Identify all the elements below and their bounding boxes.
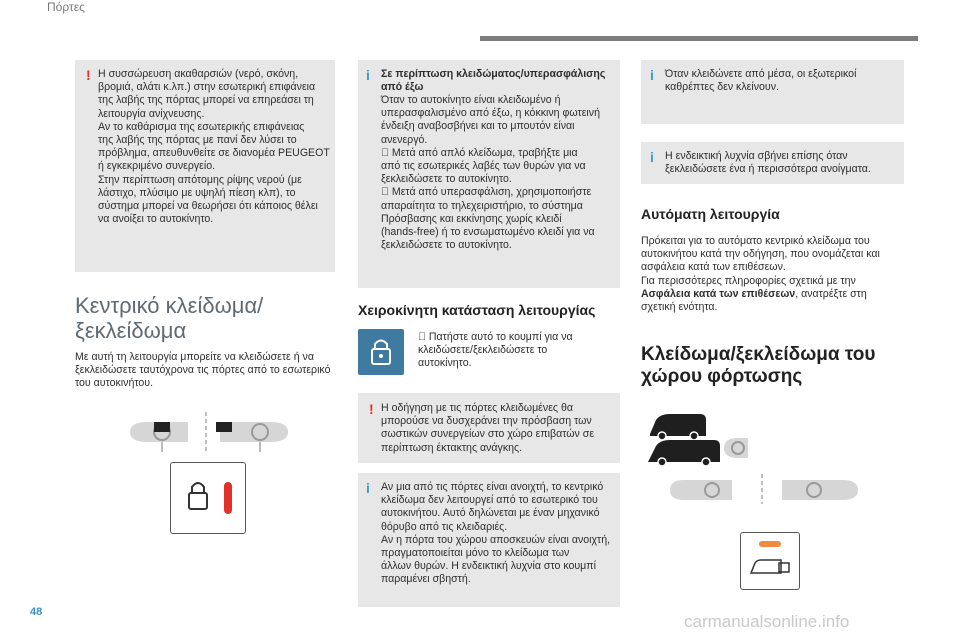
section-title-central-locking: Κεντρικό κλείδωμα/ ξεκλείδωμα: [75, 293, 264, 343]
manual-lock-button: [358, 329, 404, 375]
section-title-manual-mode: Χειροκίνητη κατάσταση λειτουργίας: [358, 302, 596, 318]
padlock-icon: [358, 329, 404, 375]
central-lock-button: [170, 462, 246, 534]
warning-icon: !: [86, 67, 91, 83]
anti-attack-link-text: Ασφάλεια κατά των επιθέσεων: [641, 287, 796, 300]
info-icon: i: [650, 149, 654, 165]
info-title-external-lock: Σε περίπτωση κλειδώματος/υπερασφάλισης από έξω: [381, 68, 606, 94]
padlock-icon: [171, 463, 245, 533]
cargo-lock-button: [740, 532, 800, 590]
automatic-mode-text: [641, 235, 903, 314]
van-padlock-icon: [741, 533, 799, 589]
info-text-indicator-light: Η ενδεικτική λυχνία σβήνει επίσης όταν ξεκλειδώσετε ένα ή περισσότερα ανοίγματα.: [665, 150, 871, 176]
manual-mode-instruction: Πατήστε αυτό το κουμπί για να κλειδώσετε/ξεκλειδώσετε το αυτοκίνητο.: [418, 331, 562, 370]
info-icon: i: [366, 67, 370, 83]
page-number: 48: [30, 606, 43, 618]
warning-icon: !: [369, 401, 374, 417]
automatic-mode-tail: , ανατρέξτε στη σχετική ενότητα.: [641, 287, 867, 314]
warning-text-driving-locked: Η οδήγηση με τις πόρτες κλειδωμένες θα μπορούσε να δυσχεράνει την πρόσβαση των σωστικών συνεργείων στο χώρο επιβατών σε περίπτωση έκτακτης ανάγκης.: [381, 402, 595, 454]
van-illustrations: [642, 404, 910, 504]
info-text-mirrors: Όταν κλειδώνετε από μέσα, οι εξωτερικοί καθρέπτες δεν κλείνουν.: [665, 68, 857, 94]
info-text-external-lock: Όταν το αυτοκίνητο είναι κλειδωμένο ή υπερασφαλισμένο από έξω, η κόκκινη φωτεινή ένδειξη αναβοσβήνει και το μπουτόν είναι ανενεργό. Μετά από απλό κλείδωμα, τραβήξτε μια από τις εσωτερικές λαβές των θυρών για να ξεκλειδώσετε το αυτοκίνητο. Μετά από υπερασφάλιση, χρησιμοποιήστε απαραίτητα το τηλεχειριστήριο, το σύστημα Πρόσβασης και εκκίνησης χωρίς κλειδί (hands-free) ή το ενσωματωμένο κλειδί για να ξεκλειδώσετε το αυτοκίνητο.: [381, 94, 600, 252]
section-header: Πόρτες: [47, 0, 85, 14]
central-locking-intro: Με αυτή τη λειτουργία μπορείτε να κλειδώσετε ή να ξεκλειδώσετε ταυτόχρονα τις πόρτες από το εσωτερικό του αυτοκινήτου.: [75, 351, 331, 390]
info-icon: i: [366, 480, 370, 496]
header-rule: [480, 36, 918, 41]
door-handles-illustration: [120, 408, 300, 456]
watermark: carmanualsonline.info: [684, 612, 850, 631]
section-title-automatic-mode: Αυτόματη λειτουργία: [641, 206, 780, 222]
info-icon: i: [650, 67, 654, 83]
section-title-cargo-locking: Κλείδωμα/ξεκλείδωμα του χώρου φόρτωσης: [641, 344, 876, 387]
warning-text-dirt: Η συσσώρευση ακαθαρσιών (νερό, σκόνη, βρομιά, αλάτι κ.λπ.) στην εσωτερική επιφάνεια της λαβής της πόρτας μπορεί να επηρεάσει τη λειτουργία ανίχνευσης. Αν το καθάρισμα της εσωτερικής επιφάνειας της λαβής της πόρτας με πανί δεν λύσει το πρόβλημα, απευθυνθείτε σε διανομέα PEUGEOT ή εγκεκριμένο συνεργείο. Στην περίπτωση απότομης ρίψης νερού (με λάστιχο, πλύσιμο με υψηλή πίεση κλπ), το σύστημα μπορεί να θεωρήσει ότι κάποιος θέλει να ανοίξει το αυτοκίνητο.: [98, 68, 330, 226]
info-text-door-open: Αν μια από τις πόρτες είναι ανοιχτή, το κεντρικό κλείδωμα δεν λειτουργεί από το εσωτερικό του αυτοκινήτου. Αυτό δηλώνεται με έναν μηχανικό θόρυβο από τις κλειδαριές. Αν η πόρτα του χώρου αποσκευών είναι ανοιχτή, πραγματοποιείται μόνο το κλείδωμα των άλλων θυρών. Η ενδεικτική λυχνία στο κουμπί παραμένει σβηστή.: [381, 481, 611, 586]
automatic-mode-body: Πρόκειται για το αυτόματο κεντρικό κλείδωμα του αυτοκινήτου κατά την οδήγηση, που ονομάζεται και ασφάλεια κατά των επιθέσεων. Για περισσότερες πληροφορίες σχετικά με την: [641, 235, 880, 287]
